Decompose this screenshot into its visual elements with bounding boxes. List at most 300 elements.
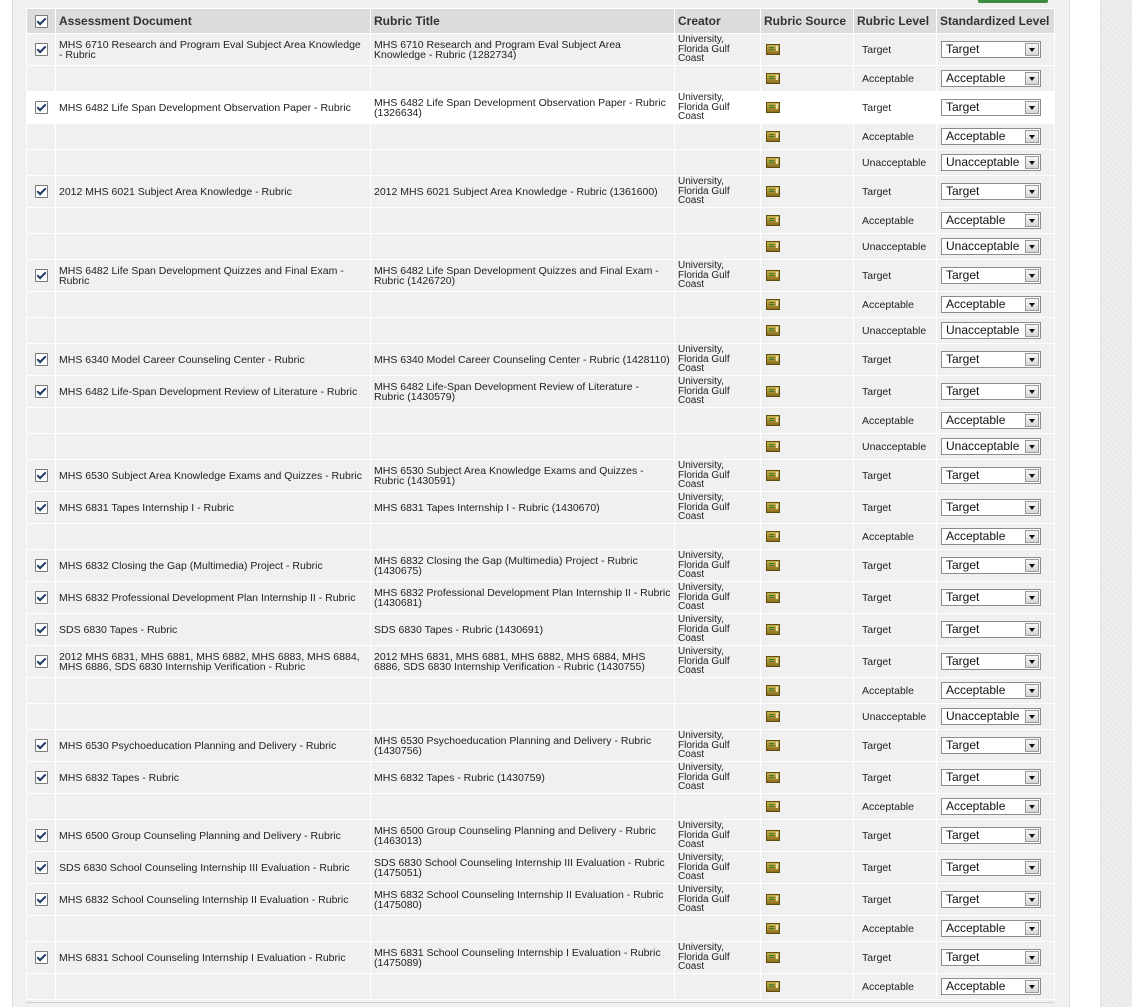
standardized-level-select[interactable] [941, 920, 1041, 937]
rubric-source-cell [761, 646, 854, 678]
rubric-title-cell: MHS 6482 Life-Span Development Review of Literature - Rubric (1430579) [371, 376, 675, 408]
dropdown-arrow-icon[interactable] [1025, 440, 1039, 453]
row-checkbox[interactable] [35, 385, 48, 398]
rubric-title-cell [371, 524, 675, 550]
standardized-level-value: Unacceptable [946, 155, 1020, 169]
row-select-cell[interactable] [27, 820, 56, 852]
standardized-level-cell [937, 974, 1055, 1000]
row-select-cell[interactable] [27, 762, 56, 794]
dropdown-arrow-icon[interactable] [1025, 655, 1039, 668]
row-checkbox[interactable] [35, 829, 48, 842]
rubric-source-icon[interactable] [766, 740, 780, 751]
row-checkbox[interactable] [35, 591, 48, 604]
dropdown-arrow-icon[interactable] [1025, 980, 1039, 993]
row-select-cell [27, 704, 56, 730]
standardized-level-cell [937, 704, 1055, 730]
assessment-document-cell [56, 408, 371, 434]
rubric-level-cell: Acceptable [854, 124, 937, 150]
creator-cell: University, Florida Gulf Coast [675, 260, 761, 292]
rubric-level-cell: Acceptable [854, 524, 937, 550]
standardized-level-value: Acceptable [946, 683, 1006, 697]
rubric-source-cell [761, 434, 854, 460]
rubric-source-icon[interactable] [766, 241, 780, 252]
standardized-level-select[interactable] [941, 891, 1041, 908]
assessment-document-cell: SDS 6830 Tapes - Rubric [56, 614, 371, 646]
rubric-source-icon[interactable] [766, 502, 780, 513]
assessment-document-cell: MHS 6831 Tapes Internship I - Rubric [56, 492, 371, 524]
standardized-level-select[interactable] [941, 383, 1041, 400]
table-subrow [27, 150, 1055, 176]
creator-cell: University, Florida Gulf Coast [675, 344, 761, 376]
assessment-document-cell [56, 150, 371, 176]
dropdown-arrow-icon[interactable] [1025, 130, 1039, 143]
standardized-level-value: Target [946, 184, 980, 198]
dropdown-arrow-icon[interactable] [1025, 710, 1039, 723]
standardized-level-value: Target [946, 384, 980, 398]
dropdown-arrow-icon[interactable] [1025, 269, 1039, 282]
creator-cell: University, Florida Gulf Coast [675, 460, 761, 492]
rubric-source-icon[interactable] [766, 73, 780, 84]
table-subrow [27, 916, 1055, 942]
row-select-cell[interactable] [27, 614, 56, 646]
rubric-source-icon[interactable] [766, 215, 780, 226]
rubric-source-icon[interactable] [766, 441, 780, 452]
rubric-source-icon[interactable] [766, 656, 780, 667]
rubric-source-cell [761, 176, 854, 208]
table-subrow [27, 124, 1055, 150]
assessment-document-cell: MHS 6832 Closing the Gap (Multimedia) Project - Rubric [56, 550, 371, 582]
dropdown-arrow-icon[interactable] [1025, 43, 1039, 56]
row-select-cell[interactable] [27, 942, 56, 974]
row-checkbox[interactable] [35, 185, 48, 198]
rubric-mapping-table [26, 8, 1055, 1000]
assessment-document-cell [56, 916, 371, 942]
row-select-cell[interactable] [27, 884, 56, 916]
rubric-source-icon[interactable] [766, 624, 780, 635]
row-checkbox[interactable] [35, 893, 48, 906]
dropdown-arrow-icon[interactable] [1025, 214, 1039, 227]
rubric-source-icon[interactable] [766, 531, 780, 542]
rubric-level-cell: Acceptable [854, 794, 937, 820]
creator-cell [675, 974, 761, 1000]
standardized-level-select[interactable] [941, 351, 1041, 368]
row-select-cell [27, 434, 56, 460]
rubric-source-icon[interactable] [766, 386, 780, 397]
table-row [27, 92, 1055, 124]
standardized-level-value: Target [946, 622, 980, 636]
assessment-document-cell [56, 794, 371, 820]
rubric-level-cell: Acceptable [854, 292, 937, 318]
dropdown-arrow-icon[interactable] [1025, 385, 1039, 398]
rubric-source-cell [761, 704, 854, 730]
row-select-cell[interactable] [27, 646, 56, 678]
assessment-document-cell: 2012 MHS 6021 Subject Area Knowledge - Rubric [56, 176, 371, 208]
assessment-document-cell: MHS 6832 School Counseling Internship II Evaluation - Rubric [56, 884, 371, 916]
row-checkbox[interactable] [35, 501, 48, 514]
table-row [27, 646, 1055, 678]
row-checkbox[interactable] [35, 353, 48, 366]
table-bottom-border [26, 1002, 1054, 1003]
table-row [27, 34, 1055, 66]
standardized-level-cell [937, 492, 1055, 524]
standardized-level-select[interactable] [941, 978, 1041, 995]
dropdown-arrow-icon[interactable] [1025, 922, 1039, 935]
row-select-cell[interactable] [27, 582, 56, 614]
row-select-cell[interactable] [27, 376, 56, 408]
assessment-document-cell [56, 974, 371, 1000]
standardized-level-select[interactable] [941, 499, 1041, 516]
table-subrow [27, 434, 1055, 460]
standardized-level-value: Acceptable [946, 213, 1006, 227]
rubric-level-cell: Target [854, 376, 937, 408]
rubric-source-icon[interactable] [766, 862, 780, 873]
rubric-title-cell [371, 234, 675, 260]
rubric-source-icon[interactable] [766, 894, 780, 905]
standardized-level-select[interactable] [941, 70, 1041, 87]
standardized-level-select[interactable] [941, 183, 1041, 200]
standardized-level-value: Acceptable [946, 799, 1006, 813]
rubric-source-icon[interactable] [766, 270, 780, 281]
standardized-level-cell [937, 884, 1055, 916]
creator-cell [675, 150, 761, 176]
rubric-source-icon[interactable] [766, 415, 780, 426]
dropdown-arrow-icon[interactable] [1025, 739, 1039, 752]
row-select-cell[interactable] [27, 852, 56, 884]
standardized-level-select[interactable] [941, 621, 1041, 638]
standardized-level-select[interactable] [941, 653, 1041, 670]
standardized-level-select[interactable] [941, 99, 1041, 116]
row-select-cell [27, 234, 56, 260]
dropdown-arrow-icon[interactable] [1025, 530, 1039, 543]
assessment-document-cell [56, 66, 371, 92]
row-checkbox[interactable] [35, 951, 48, 964]
standardized-level-value: Target [946, 828, 980, 842]
table-row [27, 260, 1055, 292]
dropdown-arrow-icon[interactable] [1025, 771, 1039, 784]
select-all-checkbox[interactable] [35, 15, 48, 28]
rubric-level-cell: Target [854, 344, 937, 376]
rubric-title-cell: MHS 6482 Life Span Development Quizzes and Final Exam - Rubric (1426720) [371, 260, 675, 292]
row-select-cell[interactable] [27, 260, 56, 292]
rubric-title-cell: MHS 6832 School Counseling Internship II Evaluation - Rubric (1475080) [371, 884, 675, 916]
dropdown-arrow-icon[interactable] [1025, 829, 1039, 842]
rubric-title-cell [371, 916, 675, 942]
rubric-source-icon[interactable] [766, 131, 780, 142]
creator-cell: University, Florida Gulf Coast [675, 884, 761, 916]
table-row [27, 550, 1055, 582]
standardized-level-select[interactable] [941, 528, 1041, 545]
table-subrow [27, 408, 1055, 434]
standardized-level-select[interactable] [941, 322, 1041, 339]
row-select-cell [27, 794, 56, 820]
standardized-level-select[interactable] [941, 589, 1041, 606]
rubric-source-cell [761, 884, 854, 916]
rubric-title-cell [371, 66, 675, 92]
dropdown-arrow-icon[interactable] [1025, 591, 1039, 604]
rubric-source-icon[interactable] [766, 299, 780, 310]
assessment-document-cell [56, 678, 371, 704]
rubric-source-cell [761, 762, 854, 794]
rubric-title-cell: MHS 6710 Research and Program Eval Subject Area Knowledge - Rubric (1282734) [371, 34, 675, 66]
rubric-source-icon[interactable] [766, 592, 780, 603]
rubric-source-cell [761, 92, 854, 124]
rubric-title-cell [371, 408, 675, 434]
dropdown-arrow-icon[interactable] [1025, 72, 1039, 85]
row-select-cell[interactable] [27, 34, 56, 66]
row-checkbox[interactable] [35, 559, 48, 572]
rubric-source-icon[interactable] [766, 685, 780, 696]
assessment-document-cell: MHS 6832 Professional Development Plan Internship II - Rubric [56, 582, 371, 614]
rubric-title-cell [371, 124, 675, 150]
standardized-level-select[interactable] [941, 467, 1041, 484]
creator-header[interactable]: Creator [675, 9, 761, 34]
standardized-level-cell [937, 208, 1055, 234]
dropdown-arrow-icon[interactable] [1025, 240, 1039, 253]
table-subrow [27, 66, 1055, 92]
table-subrow [27, 678, 1055, 704]
rubric-source-icon[interactable] [766, 102, 780, 113]
rubric-title-header[interactable]: Rubric Title [371, 9, 675, 34]
rubric-level-cell: Acceptable [854, 974, 937, 1000]
dropdown-arrow-icon[interactable] [1025, 156, 1039, 169]
select-all-header[interactable] [27, 9, 56, 34]
standardized-level-cell [937, 376, 1055, 408]
standardized-level-select[interactable] [941, 769, 1041, 786]
rubric-level-cell: Acceptable [854, 66, 937, 92]
rubric-source-cell [761, 794, 854, 820]
rubric-source-icon[interactable] [766, 470, 780, 481]
standardized-level-select[interactable] [941, 41, 1041, 58]
standardized-level-select[interactable] [941, 412, 1041, 429]
rubric-source-icon[interactable] [766, 157, 780, 168]
dropdown-arrow-icon[interactable] [1025, 414, 1039, 427]
standardized-level-select[interactable] [941, 296, 1041, 313]
creator-cell [675, 292, 761, 318]
row-select-cell[interactable] [27, 730, 56, 762]
standardized-level-cell [937, 260, 1055, 292]
rubric-source-icon[interactable] [766, 801, 780, 812]
creator-cell [675, 66, 761, 92]
standardized-level-select[interactable] [941, 798, 1041, 815]
standardized-level-value: Target [946, 268, 980, 282]
rubric-source-icon[interactable] [766, 952, 780, 963]
row-select-cell[interactable] [27, 92, 56, 124]
row-select-cell[interactable] [27, 176, 56, 208]
rubric-source-icon[interactable] [766, 981, 780, 992]
rubric-title-cell [371, 704, 675, 730]
rubric-level-cell: Acceptable [854, 208, 937, 234]
standardized-level-cell [937, 434, 1055, 460]
rubric-source-icon[interactable] [766, 325, 780, 336]
standardized-level-value: Acceptable [946, 529, 1006, 543]
table-row [27, 852, 1055, 884]
standardized-level-cell [937, 646, 1055, 678]
standardized-level-select[interactable] [941, 708, 1041, 725]
dropdown-arrow-icon[interactable] [1025, 623, 1039, 636]
rubric-source-icon[interactable] [766, 560, 780, 571]
row-select-cell[interactable] [27, 344, 56, 376]
rubric-level-cell: Unacceptable [854, 704, 937, 730]
table-subrow [27, 318, 1055, 344]
dropdown-arrow-icon[interactable] [1025, 101, 1039, 114]
row-checkbox[interactable] [35, 43, 48, 56]
row-select-cell[interactable] [27, 460, 56, 492]
row-checkbox[interactable] [35, 771, 48, 784]
standardized-level-cell [937, 150, 1055, 176]
rubric-source-cell [761, 582, 854, 614]
standardized-level-value: Target [946, 950, 980, 964]
row-checkbox[interactable] [35, 861, 48, 874]
standardized-level-value: Target [946, 860, 980, 874]
dropdown-arrow-icon[interactable] [1025, 185, 1039, 198]
table-row [27, 460, 1055, 492]
table-subrow [27, 524, 1055, 550]
standardized-level-value: Target [946, 770, 980, 784]
row-checkbox[interactable] [35, 739, 48, 752]
rubric-source-cell [761, 820, 854, 852]
row-select-cell[interactable] [27, 492, 56, 524]
row-select-cell [27, 916, 56, 942]
rubric-source-cell [761, 260, 854, 292]
standardized-level-select[interactable] [941, 212, 1041, 229]
standardized-level-select[interactable] [941, 557, 1041, 574]
creator-cell [675, 704, 761, 730]
rubric-source-icon[interactable] [766, 711, 780, 722]
dropdown-arrow-icon[interactable] [1025, 353, 1039, 366]
standardized-level-cell [937, 678, 1055, 704]
row-checkbox[interactable] [35, 623, 48, 636]
dropdown-arrow-icon[interactable] [1025, 298, 1039, 311]
rubric-source-cell [761, 730, 854, 762]
rubric-level-header[interactable]: Rubric Level [854, 9, 937, 34]
row-checkbox[interactable] [35, 655, 48, 668]
assessment-document-cell: MHS 6482 Life-Span Development Review of Literature - Rubric [56, 376, 371, 408]
table-body [27, 34, 1055, 1000]
rubric-source-cell [761, 292, 854, 318]
standardized-level-select[interactable] [941, 859, 1041, 876]
rubric-source-cell [761, 942, 854, 974]
dropdown-arrow-icon[interactable] [1025, 324, 1039, 337]
rubric-source-cell [761, 408, 854, 434]
rubric-title-cell: MHS 6831 School Counseling Internship I Evaluation - Rubric (1475089) [371, 942, 675, 974]
rubric-level-cell: Target [854, 260, 937, 292]
rubric-level-cell: Target [854, 34, 937, 66]
table-row [27, 820, 1055, 852]
standardized-level-value: Acceptable [946, 979, 1006, 993]
standardized-level-value: Acceptable [946, 71, 1006, 85]
dropdown-arrow-icon[interactable] [1025, 893, 1039, 906]
row-select-cell[interactable] [27, 550, 56, 582]
standardized-level-select[interactable] [941, 238, 1041, 255]
standardized-level-select[interactable] [941, 267, 1041, 284]
standardized-level-cell [937, 318, 1055, 344]
rubric-title-cell [371, 318, 675, 344]
standardized-level-cell [937, 66, 1055, 92]
row-select-cell [27, 66, 56, 92]
row-checkbox[interactable] [35, 101, 48, 114]
dropdown-arrow-icon[interactable] [1025, 951, 1039, 964]
row-select-cell [27, 150, 56, 176]
dropdown-arrow-icon[interactable] [1025, 684, 1039, 697]
rubric-level-cell: Unacceptable [854, 150, 937, 176]
rubric-level-cell: Target [854, 730, 937, 762]
dropdown-arrow-icon[interactable] [1025, 800, 1039, 813]
top-action-button-edge[interactable] [978, 0, 1048, 3]
standardized-level-select[interactable] [941, 682, 1041, 699]
standardized-level-cell [937, 820, 1055, 852]
rubric-source-icon[interactable] [766, 923, 780, 934]
dropdown-arrow-icon[interactable] [1025, 469, 1039, 482]
rubric-title-cell [371, 678, 675, 704]
standardized-level-header[interactable]: Standardized Level [937, 9, 1055, 34]
assessment-document-cell [56, 704, 371, 730]
rubric-source-cell [761, 344, 854, 376]
rubric-title-cell: MHS 6500 Group Counseling Planning and Delivery - Rubric (1463013) [371, 820, 675, 852]
standardized-level-cell [937, 460, 1055, 492]
creator-cell: University, Florida Gulf Coast [675, 376, 761, 408]
standardized-level-select[interactable] [941, 949, 1041, 966]
assessment-document-cell: MHS 6710 Research and Program Eval Subject Area Knowledge - Rubric [56, 34, 371, 66]
creator-cell: University, Florida Gulf Coast [675, 582, 761, 614]
rubric-source-icon[interactable] [766, 772, 780, 783]
creator-cell: University, Florida Gulf Coast [675, 34, 761, 66]
assessment-document-cell: MHS 6482 Life Span Development Observation Paper - Rubric [56, 92, 371, 124]
row-checkbox[interactable] [35, 469, 48, 482]
rubric-source-header[interactable]: Rubric Source [761, 9, 854, 34]
rubric-source-icon[interactable] [766, 186, 780, 197]
rubric-source-icon[interactable] [766, 44, 780, 55]
standardized-level-select[interactable] [941, 154, 1041, 171]
assessment-document-cell: MHS 6500 Group Counseling Planning and Delivery - Rubric [56, 820, 371, 852]
rubric-title-cell [371, 974, 675, 1000]
standardized-level-select[interactable] [941, 827, 1041, 844]
rubric-level-cell: Target [854, 92, 937, 124]
assessment-document-header[interactable]: Assessment Document [56, 9, 371, 34]
row-checkbox[interactable] [35, 269, 48, 282]
row-select-cell [27, 524, 56, 550]
table-row [27, 762, 1055, 794]
rubric-source-cell [761, 66, 854, 92]
row-select-cell [27, 318, 56, 344]
dropdown-arrow-icon[interactable] [1025, 501, 1039, 514]
table-subrow [27, 234, 1055, 260]
rubric-title-cell: MHS 6832 Tapes - Rubric (1430759) [371, 762, 675, 794]
rubric-title-cell: SDS 6830 Tapes - Rubric (1430691) [371, 614, 675, 646]
scroll-gutter [1100, 0, 1132, 1007]
table-row [27, 376, 1055, 408]
rubric-source-cell [761, 852, 854, 884]
rubric-source-icon[interactable] [766, 830, 780, 841]
rubric-level-cell: Target [854, 614, 937, 646]
dropdown-arrow-icon[interactable] [1025, 559, 1039, 572]
rubric-level-cell: Target [854, 820, 937, 852]
standardized-level-select[interactable] [941, 438, 1041, 455]
assessment-document-cell [56, 318, 371, 344]
creator-cell: University, Florida Gulf Coast [675, 852, 761, 884]
creator-cell [675, 434, 761, 460]
standardized-level-cell [937, 916, 1055, 942]
table-row [27, 884, 1055, 916]
dropdown-arrow-icon[interactable] [1025, 861, 1039, 874]
standardized-level-value: Acceptable [946, 921, 1006, 935]
assessment-document-cell: MHS 6832 Tapes - Rubric [56, 762, 371, 794]
rubric-source-icon[interactable] [766, 354, 780, 365]
rubric-source-cell [761, 916, 854, 942]
assessment-document-cell [56, 524, 371, 550]
standardized-level-select[interactable] [941, 128, 1041, 145]
rubric-title-cell: 2012 MHS 6831, MHS 6881, MHS 6882, MHS 6884, MHS 6886, SDS 6830 Internship Verification - Rubric (1430755) [371, 646, 675, 678]
standardized-level-select[interactable] [941, 737, 1041, 754]
